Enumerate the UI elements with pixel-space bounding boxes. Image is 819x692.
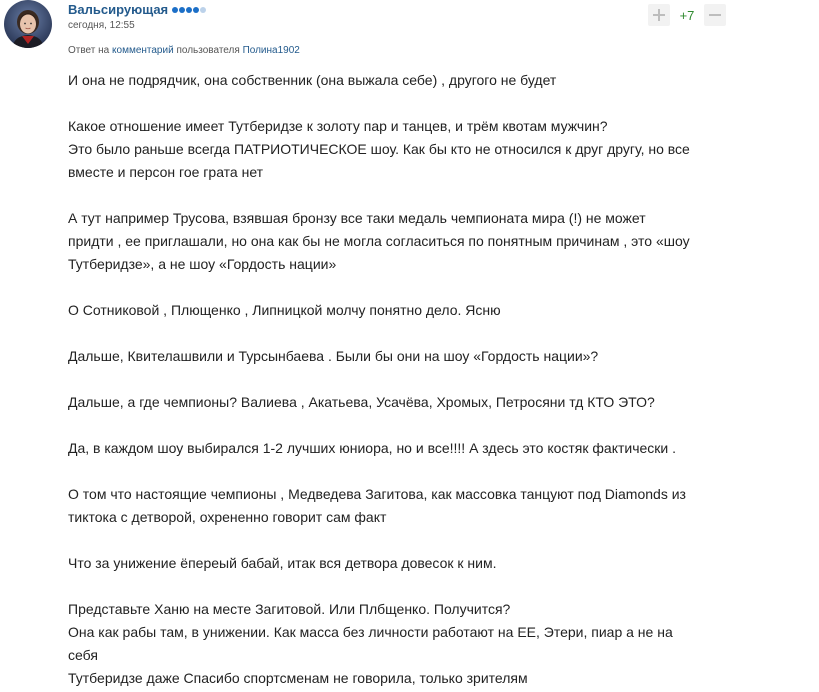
user-rating [172, 7, 207, 13]
comment-paragraph [68, 437, 748, 460]
downvote-button[interactable] [704, 4, 726, 26]
rating-dot [179, 7, 185, 13]
vote-score: +7 [679, 7, 695, 23]
comment-paragraph [68, 69, 748, 92]
author-name[interactable]: Вальсирующая [68, 1, 169, 17]
comment-paragraph [68, 299, 748, 322]
vote-controls [648, 4, 726, 26]
avatar[interactable] [4, 0, 52, 48]
comment-paragraph [68, 483, 748, 529]
rating-dot [200, 7, 206, 13]
comment-line: вместе и персон гое грата нет [68, 164, 264, 180]
avatar-image [4, 0, 52, 48]
comment-line: Что за унижение ёпереый бабай, итак вся детвора довесок к ним. [68, 555, 497, 571]
comment-timestamp: сегодня, 12:55 [68, 20, 135, 31]
reply-info [68, 45, 300, 56]
comment-line: тиктока с детворой, охрененно говорит сам факт [68, 509, 387, 525]
comment-line: Дальше, а где чемпионы? Валиева , Акатьева, Усачёва, Хромых, Петросяни тд КТО ЭТО? [68, 394, 655, 410]
minus-icon [708, 8, 722, 22]
reply-user-link[interactable]: Полина1902 [242, 45, 300, 56]
comment-line: Представьте Ханю на месте Загитовой. Или Плбщенко. Получится? [68, 601, 511, 617]
comment-line: себя [68, 647, 98, 663]
comment-line: И она не подрядчик, она собственник (она выжала себе) , другого не будет [68, 72, 557, 88]
comment-line: Это было раньше всегда ПАТРИОТИЧЕСКОЕ шоу. Как бы кто не относился к друг другу, но все [68, 141, 690, 157]
comment-line: Какое отношение имеет Тутберидзе к золоту пар и танцев, и трём квотам мужчин? [68, 118, 608, 134]
comment-paragraph [68, 391, 748, 414]
upvote-button[interactable] [648, 4, 670, 26]
comment-line: О том что настоящие чемпионы , Медведева Загитова, как массовка танцуют под Diamonds из [68, 486, 686, 502]
comment-line: Она как рабы там, в унижении. Как масса без личности работают на ЕЕ, Этери, пиар а не на [68, 624, 673, 640]
rating-dot [172, 7, 178, 13]
comment-line: Да, в каждом шоу выбирался 1-2 лучших юниора, но и все!!!! А здесь это костяк фактически . [68, 440, 677, 456]
comment-line: О Сотниковой , Плющенко , Липницкой молчу понятно дело. Ясню [68, 302, 501, 318]
comment-line: Тутберидзе», а не шоу «Гордость нации» [68, 256, 337, 272]
reply-prefix: Ответ на [68, 45, 110, 56]
comment-line: Дальше, Квителашвили и Турсынбаева . Были бы они на шоу «Гордость нации»? [68, 348, 599, 364]
comment-line: Тутберидзе даже Спасибо спортсменам не говорила, только зрителям [68, 670, 528, 686]
comment-paragraph [68, 598, 748, 690]
reply-middle: пользователя [176, 45, 240, 56]
rating-dot [186, 7, 192, 13]
comment-paragraph [68, 115, 748, 184]
comment-body [68, 69, 748, 690]
reply-comment-link[interactable]: комментарий [112, 45, 174, 56]
comment-paragraph [68, 345, 748, 368]
author-row [68, 1, 207, 17]
comment-paragraph [68, 207, 748, 276]
rating-dot [193, 7, 199, 13]
comment-paragraph [68, 552, 748, 575]
comment-line: А тут например Трусова, взявшая бронзу все таки медаль чемпионата мира (!) не может [68, 210, 646, 226]
plus-icon [652, 8, 666, 22]
comment-line: придти , ее приглашали, но она как бы не могла согласиться по понятным причинам , это «шоу [68, 233, 690, 249]
